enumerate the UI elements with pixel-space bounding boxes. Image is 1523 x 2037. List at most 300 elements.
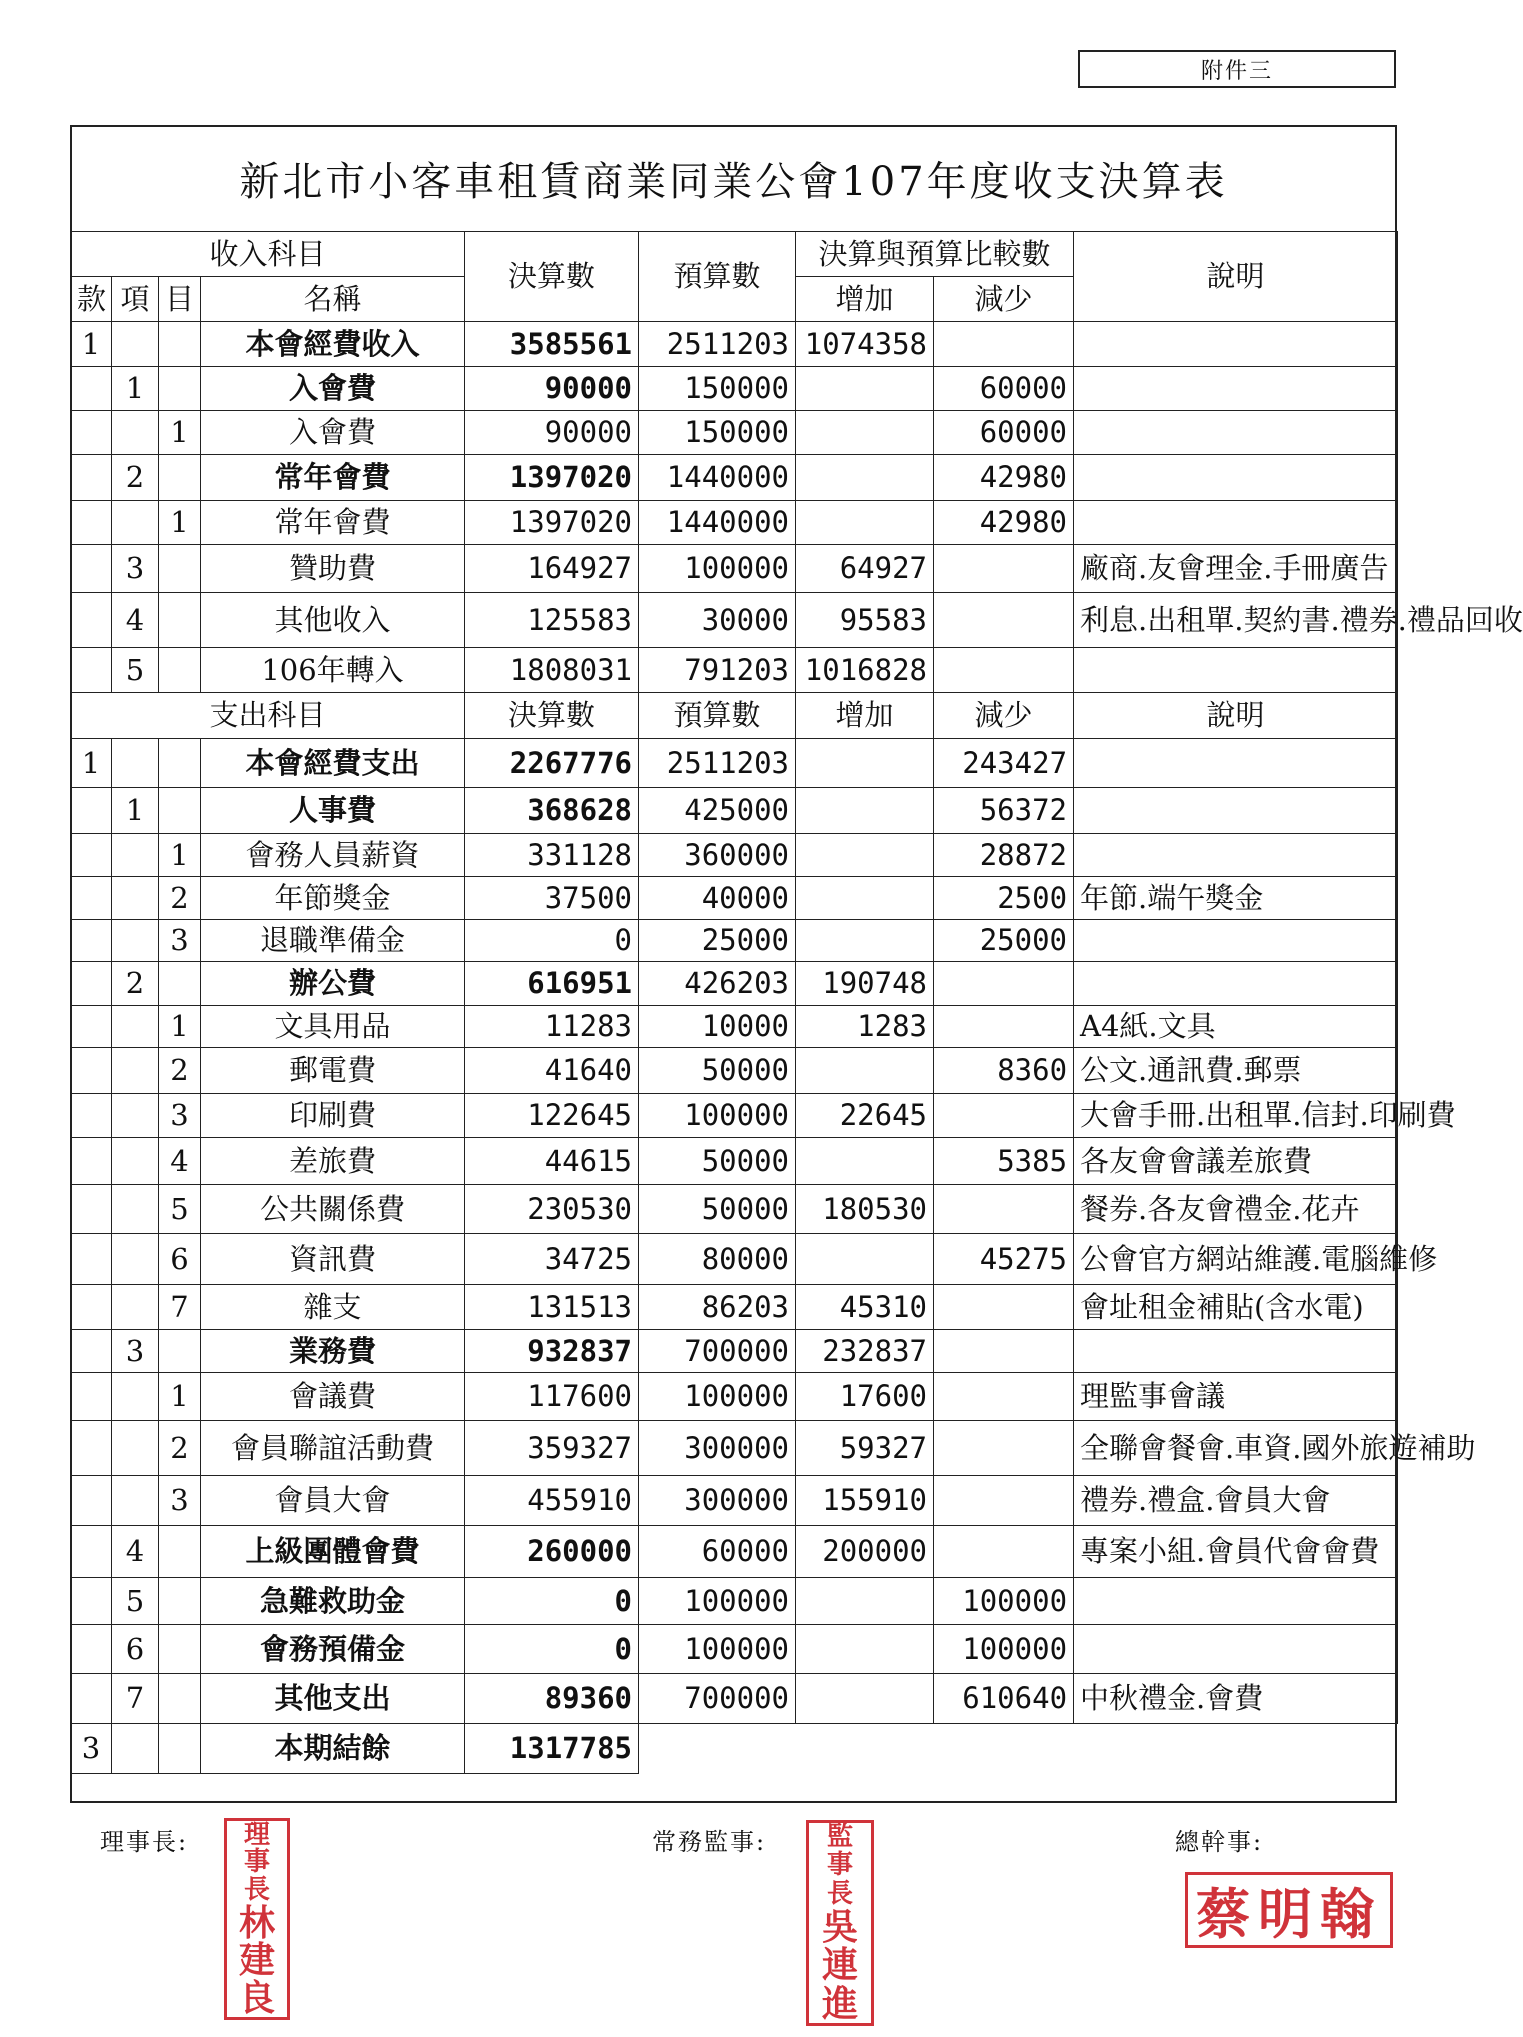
actual-cell: 230530: [465, 1185, 639, 1234]
kuan-cell: [71, 501, 112, 545]
note-cell: 禮券.禮盒.會員大會: [1074, 1476, 1398, 1526]
actual-cell: 44615: [465, 1138, 639, 1185]
expense-row: [71, 1625, 1398, 1674]
actual-cell: 0: [465, 1578, 639, 1625]
mu-cell: [159, 1526, 201, 1578]
mu-cell: [159, 1330, 201, 1373]
budget-cell: 50000: [639, 1138, 796, 1185]
expense-header-row: [71, 693, 1398, 739]
xiang-cell: [112, 920, 159, 962]
xiang-cell: [112, 411, 159, 455]
mu-cell: [159, 648, 201, 693]
seal-character: 良: [238, 1977, 275, 2020]
kuan-cell: [71, 1006, 112, 1048]
increase-cell: 190748: [796, 962, 934, 1006]
decrease-cell: [934, 1285, 1074, 1330]
attachment-label: 附件三: [1078, 50, 1396, 88]
kuan-cell: [71, 788, 112, 834]
item-name-cell: 贊助費: [201, 545, 465, 593]
chairman-seal: [224, 1818, 290, 2020]
mu-cell: 1: [159, 1373, 201, 1421]
balance-kuan-cell: 3: [71, 1724, 112, 1774]
seal-character: 監: [826, 1822, 853, 1853]
increase-cell: [796, 834, 934, 877]
budget-cell: 425000: [639, 788, 796, 834]
mu-header: 目: [159, 277, 201, 322]
item-name-cell: 業務費: [201, 1330, 465, 1373]
actual-cell: 1397020: [465, 501, 639, 545]
actual-cell: 932837: [465, 1330, 639, 1373]
note-cell: 利息.出租單.契約書.禮券.禮品回收: [1074, 593, 1398, 648]
kuan-cell: [71, 1476, 112, 1526]
expense-row: [71, 1234, 1398, 1285]
kuan-cell: [71, 1185, 112, 1234]
budget-cell: 300000: [639, 1476, 796, 1526]
xiang-cell: [112, 1234, 159, 1285]
mu-cell: [159, 1674, 201, 1724]
actual-cell: 90000: [465, 367, 639, 411]
budget-cell: 40000: [639, 877, 796, 920]
item-name-cell: 會員聯誼活動費: [201, 1421, 465, 1476]
budget-cell: 426203: [639, 962, 796, 1006]
mu-cell: 3: [159, 920, 201, 962]
note-cell: [1074, 648, 1398, 693]
increase-cell: 59327: [796, 1421, 934, 1476]
xiang-cell: 7: [112, 1674, 159, 1724]
note-cell: [1074, 962, 1398, 1006]
kuan-cell: [71, 593, 112, 648]
expense-subject-header: 支出科目: [71, 693, 465, 739]
seal-character: 長: [243, 1875, 270, 1906]
item-name-cell: 會員大會: [201, 1476, 465, 1526]
actual-cell: 122645: [465, 1094, 639, 1138]
seal-character: 理: [243, 1819, 270, 1850]
actual-cell: 1397020: [465, 455, 639, 501]
balance-actual-cell: 1317785: [465, 1724, 639, 1774]
item-name-cell: 雜支: [201, 1285, 465, 1330]
decrease-cell: [934, 648, 1074, 693]
mu-cell: [159, 788, 201, 834]
kuan-cell: [71, 1234, 112, 1285]
expense-row: [71, 1048, 1398, 1094]
increase-cell: 1074358: [796, 322, 934, 367]
expense-row: [71, 1006, 1398, 1048]
xiang-cell: [112, 834, 159, 877]
xiang-cell: [112, 1185, 159, 1234]
note-cell: [1074, 788, 1398, 834]
decrease-cell: 60000: [934, 367, 1074, 411]
xiang-cell: [112, 1373, 159, 1421]
note-cell: [1074, 501, 1398, 545]
kuan-cell: [71, 1421, 112, 1476]
note-cell: 會址租金補貼(含水電): [1074, 1285, 1398, 1330]
mu-cell: [159, 739, 201, 788]
item-name-cell: 上級團體會費: [201, 1526, 465, 1578]
kuan-cell: [71, 1526, 112, 1578]
decrease-cell: 243427: [934, 739, 1074, 788]
expense-row: [71, 1476, 1398, 1526]
item-name-cell: 本會經費收入: [201, 322, 465, 367]
budget-cell: 80000: [639, 1234, 796, 1285]
budget-cell: 150000: [639, 367, 796, 411]
kuan-cell: [71, 1285, 112, 1330]
income-row: [71, 501, 1398, 545]
kuan-cell: [71, 834, 112, 877]
decrease-cell: 42980: [934, 501, 1074, 545]
decrease-header: 減少: [934, 277, 1074, 322]
supervisor-label: 常務監事:: [652, 1828, 767, 1856]
note-cell: [1074, 834, 1398, 877]
decrease-cell: 45275: [934, 1234, 1074, 1285]
increase-cell: [796, 1674, 934, 1724]
expense-row: [71, 1330, 1398, 1373]
expense-row: [71, 1185, 1398, 1234]
mu-cell: [159, 593, 201, 648]
budget-cell: 360000: [639, 834, 796, 877]
xiang-cell: 1: [112, 788, 159, 834]
xiang-cell: 5: [112, 648, 159, 693]
expense-note-header: 說明: [1074, 693, 1398, 739]
item-name-cell: 資訊費: [201, 1234, 465, 1285]
xiang-cell: 3: [112, 545, 159, 593]
increase-cell: 45310: [796, 1285, 934, 1330]
xiang-cell: [112, 1476, 159, 1526]
balance-mu-cell: [159, 1724, 201, 1774]
kuan-cell: [71, 962, 112, 1006]
supervisor-seal: [806, 1820, 874, 2026]
budget-cell: 100000: [639, 1373, 796, 1421]
xiang-cell: 2: [112, 962, 159, 1006]
expense-budget-header: 預算數: [639, 693, 796, 739]
xiang-cell: [112, 1006, 159, 1048]
decrease-cell: [934, 593, 1074, 648]
item-name-cell: 會議費: [201, 1373, 465, 1421]
income-row: [71, 411, 1398, 455]
kuan-cell: [71, 1578, 112, 1625]
expense-increase-header: 增加: [796, 693, 934, 739]
xiang-cell: 1: [112, 367, 159, 411]
note-cell: 專案小組.會員代會會費: [1074, 1526, 1398, 1578]
increase-cell: 1016828: [796, 648, 934, 693]
actual-cell: 3585561: [465, 322, 639, 367]
increase-header: 增加: [796, 277, 934, 322]
balance-empty-cell: [639, 1724, 1398, 1774]
xiang-cell: [112, 322, 159, 367]
item-name-cell: 入會費: [201, 367, 465, 411]
expense-row: [71, 1138, 1398, 1185]
actual-cell: 164927: [465, 545, 639, 593]
seal-character: 長: [826, 1878, 853, 1909]
budget-cell: 100000: [639, 1094, 796, 1138]
note-cell: 公文.通訊費.郵票: [1074, 1048, 1398, 1094]
actual-cell: 368628: [465, 788, 639, 834]
kuan-cell: [71, 545, 112, 593]
budget-cell: 100000: [639, 1625, 796, 1674]
expense-row: [71, 1094, 1398, 1138]
item-name-cell: 常年會費: [201, 501, 465, 545]
decrease-cell: [934, 1185, 1074, 1234]
item-name-cell: 年節獎金: [201, 877, 465, 920]
note-cell: 大會手冊.出租單.信封.印刷費: [1074, 1094, 1398, 1138]
xiang-cell: [112, 1285, 159, 1330]
increase-cell: [796, 877, 934, 920]
decrease-cell: 8360: [934, 1048, 1074, 1094]
mu-cell: 1: [159, 1006, 201, 1048]
actual-cell: 125583: [465, 593, 639, 648]
increase-cell: 17600: [796, 1373, 934, 1421]
item-name-cell: 本會經費支出: [201, 739, 465, 788]
xiang-cell: [112, 739, 159, 788]
increase-cell: 22645: [796, 1094, 934, 1138]
budget-cell: 2511203: [639, 322, 796, 367]
note-cell: 理監事會議: [1074, 1373, 1398, 1421]
income-note-header: 說明: [1074, 232, 1398, 322]
expense-row: [71, 962, 1398, 1006]
xiang-cell: [112, 877, 159, 920]
expense-row: [71, 920, 1398, 962]
increase-cell: 64927: [796, 545, 934, 593]
income-row: [71, 648, 1398, 693]
income-row: [71, 322, 1398, 367]
budget-cell: 700000: [639, 1674, 796, 1724]
item-name-cell: 辦公費: [201, 962, 465, 1006]
item-name-cell: 退職準備金: [201, 920, 465, 962]
actual-cell: 616951: [465, 962, 639, 1006]
actual-cell: 0: [465, 1625, 639, 1674]
decrease-cell: [934, 962, 1074, 1006]
mu-cell: [159, 367, 201, 411]
mu-cell: 5: [159, 1185, 201, 1234]
budget-table: [70, 231, 1523, 1774]
income-subject-header: 收入科目: [71, 232, 465, 277]
xiang-header: 項: [112, 277, 159, 322]
kuan-cell: [71, 877, 112, 920]
note-cell: 年節.端午獎金: [1074, 877, 1398, 920]
xiang-cell: 2: [112, 455, 159, 501]
page-title: 新北市小客車租賃商業同業公會107年度收支決算表: [239, 158, 1228, 205]
budget-table-body: [71, 232, 1523, 1774]
mu-cell: 7: [159, 1285, 201, 1330]
mu-cell: [159, 1625, 201, 1674]
increase-cell: [796, 455, 934, 501]
kuan-cell: [71, 1330, 112, 1373]
mu-cell: 3: [159, 1476, 201, 1526]
income-actual-header: 決算數: [465, 232, 639, 322]
seal-character: 事: [243, 1847, 270, 1878]
note-cell: 餐券.各友會禮金.花卉: [1074, 1185, 1398, 1234]
increase-cell: [796, 788, 934, 834]
actual-cell: 331128: [465, 834, 639, 877]
note-cell: [1074, 1330, 1398, 1373]
mu-cell: 2: [159, 1048, 201, 1094]
increase-cell: 232837: [796, 1330, 934, 1373]
mu-cell: 3: [159, 1094, 201, 1138]
increase-cell: 200000: [796, 1526, 934, 1578]
xiang-cell: [112, 1048, 159, 1094]
budget-cell: 60000: [639, 1526, 796, 1578]
kuan-cell: 1: [71, 322, 112, 367]
expense-decrease-header: 減少: [934, 693, 1074, 739]
expense-row: [71, 1421, 1398, 1476]
item-name-cell: 106年轉入: [201, 648, 465, 693]
expense-row: [71, 1526, 1398, 1578]
seal-character: 連: [821, 1944, 858, 1987]
xiang-cell: [112, 1421, 159, 1476]
budget-cell: 50000: [639, 1048, 796, 1094]
increase-cell: 1283: [796, 1006, 934, 1048]
increase-cell: 180530: [796, 1185, 934, 1234]
decrease-cell: 2500: [934, 877, 1074, 920]
decrease-cell: 56372: [934, 788, 1074, 834]
income-header-row-1: [71, 232, 1398, 277]
decrease-cell: 25000: [934, 920, 1074, 962]
item-name-cell: 急難救助金: [201, 1578, 465, 1625]
decrease-cell: [934, 545, 1074, 593]
expense-actual-header: 決算數: [465, 693, 639, 739]
increase-cell: [796, 411, 934, 455]
seal-character: 吳: [821, 1906, 858, 1949]
budget-cell: 100000: [639, 1578, 796, 1625]
kuan-cell: [71, 367, 112, 411]
xiang-cell: [112, 1094, 159, 1138]
increase-cell: [796, 367, 934, 411]
kuan-header: 款: [71, 277, 112, 322]
kuan-cell: [71, 1094, 112, 1138]
item-name-cell: 人事費: [201, 788, 465, 834]
compare-header: 決算與預算比較數: [796, 232, 1074, 277]
mu-cell: 4: [159, 1138, 201, 1185]
item-name-cell: 郵電費: [201, 1048, 465, 1094]
xiang-cell: [112, 501, 159, 545]
budget-cell: 50000: [639, 1185, 796, 1234]
expense-row: [71, 877, 1398, 920]
decrease-cell: 28872: [934, 834, 1074, 877]
secretary-seal: 蔡明翰: [1185, 1872, 1393, 1948]
increase-cell: [796, 1234, 934, 1285]
expense-row: [71, 1285, 1398, 1330]
item-name-cell: 文具用品: [201, 1006, 465, 1048]
seal-character: 事: [826, 1850, 853, 1881]
budget-cell: 150000: [639, 411, 796, 455]
income-row: [71, 367, 1398, 411]
item-name-cell: 其他支出: [201, 1674, 465, 1724]
seal-character: 建: [238, 1939, 275, 1982]
expense-row: [71, 1674, 1398, 1724]
increase-cell: [796, 501, 934, 545]
item-name-cell: 入會費: [201, 411, 465, 455]
actual-cell: 2267776: [465, 739, 639, 788]
mu-cell: 1: [159, 834, 201, 877]
expense-row: [71, 788, 1398, 834]
mu-cell: 1: [159, 501, 201, 545]
actual-cell: 260000: [465, 1526, 639, 1578]
name-header: 名稱: [201, 277, 465, 322]
actual-cell: 117600: [465, 1373, 639, 1421]
note-cell: [1074, 367, 1398, 411]
budget-cell: 700000: [639, 1330, 796, 1373]
actual-cell: 131513: [465, 1285, 639, 1330]
kuan-cell: [71, 1048, 112, 1094]
item-name-cell: 會務預備金: [201, 1625, 465, 1674]
mu-cell: [159, 545, 201, 593]
balance-xiang-cell: [112, 1724, 159, 1774]
item-name-cell: 印刷費: [201, 1094, 465, 1138]
budget-cell: 300000: [639, 1421, 796, 1476]
decrease-cell: [934, 1421, 1074, 1476]
kuan-cell: [71, 648, 112, 693]
decrease-cell: [934, 322, 1074, 367]
increase-cell: [796, 1048, 934, 1094]
note-cell: [1074, 1625, 1398, 1674]
actual-cell: 41640: [465, 1048, 639, 1094]
mu-cell: 6: [159, 1234, 201, 1285]
xiang-cell: 4: [112, 593, 159, 648]
decrease-cell: [934, 1330, 1074, 1373]
decrease-cell: 42980: [934, 455, 1074, 501]
actual-cell: 359327: [465, 1421, 639, 1476]
seal-character: 進: [821, 1982, 858, 2025]
budget-cell: 2511203: [639, 739, 796, 788]
note-cell: [1074, 411, 1398, 455]
secretary-label: 總幹事:: [1175, 1828, 1264, 1856]
budget-cell: 1440000: [639, 455, 796, 501]
note-cell: 中秋禮金.會費: [1074, 1674, 1398, 1724]
note-cell: 廠商.友會理金.手冊廣告: [1074, 545, 1398, 593]
note-cell: [1074, 739, 1398, 788]
note-cell: 全聯會餐會.車資.國外旅遊補助: [1074, 1421, 1398, 1476]
decrease-cell: 100000: [934, 1578, 1074, 1625]
balance-row: [71, 1724, 1398, 1774]
kuan-cell: 1: [71, 739, 112, 788]
mu-cell: 2: [159, 877, 201, 920]
item-name-cell: 常年會費: [201, 455, 465, 501]
actual-cell: 11283: [465, 1006, 639, 1048]
mu-cell: 2: [159, 1421, 201, 1476]
increase-cell: 155910: [796, 1476, 934, 1526]
decrease-cell: [934, 1476, 1074, 1526]
seal-character: 林: [238, 1901, 275, 1944]
actual-cell: 455910: [465, 1476, 639, 1526]
mu-cell: [159, 1578, 201, 1625]
kuan-cell: [71, 455, 112, 501]
xiang-cell: 4: [112, 1526, 159, 1578]
note-cell: [1074, 322, 1398, 367]
increase-cell: [796, 739, 934, 788]
mu-cell: [159, 455, 201, 501]
item-name-cell: 差旅費: [201, 1138, 465, 1185]
expense-row: [71, 1578, 1398, 1625]
note-cell: 公會官方網站維護.電腦維修: [1074, 1234, 1398, 1285]
actual-cell: 0: [465, 920, 639, 962]
increase-cell: [796, 1625, 934, 1674]
balance-name-cell: 本期結餘: [201, 1724, 465, 1774]
budget-cell: 86203: [639, 1285, 796, 1330]
budget-cell: 10000: [639, 1006, 796, 1048]
expense-row: [71, 739, 1398, 788]
expense-row: [71, 834, 1398, 877]
kuan-cell: [71, 920, 112, 962]
decrease-cell: [934, 1006, 1074, 1048]
increase-cell: [796, 1138, 934, 1185]
note-cell: A4紙.文具: [1074, 1006, 1398, 1048]
income-row: [71, 545, 1398, 593]
xiang-cell: [112, 1138, 159, 1185]
budget-cell: 25000: [639, 920, 796, 962]
income-budget-header: 預算數: [639, 232, 796, 322]
increase-cell: [796, 1578, 934, 1625]
note-cell: [1074, 920, 1398, 962]
actual-cell: 89360: [465, 1674, 639, 1724]
